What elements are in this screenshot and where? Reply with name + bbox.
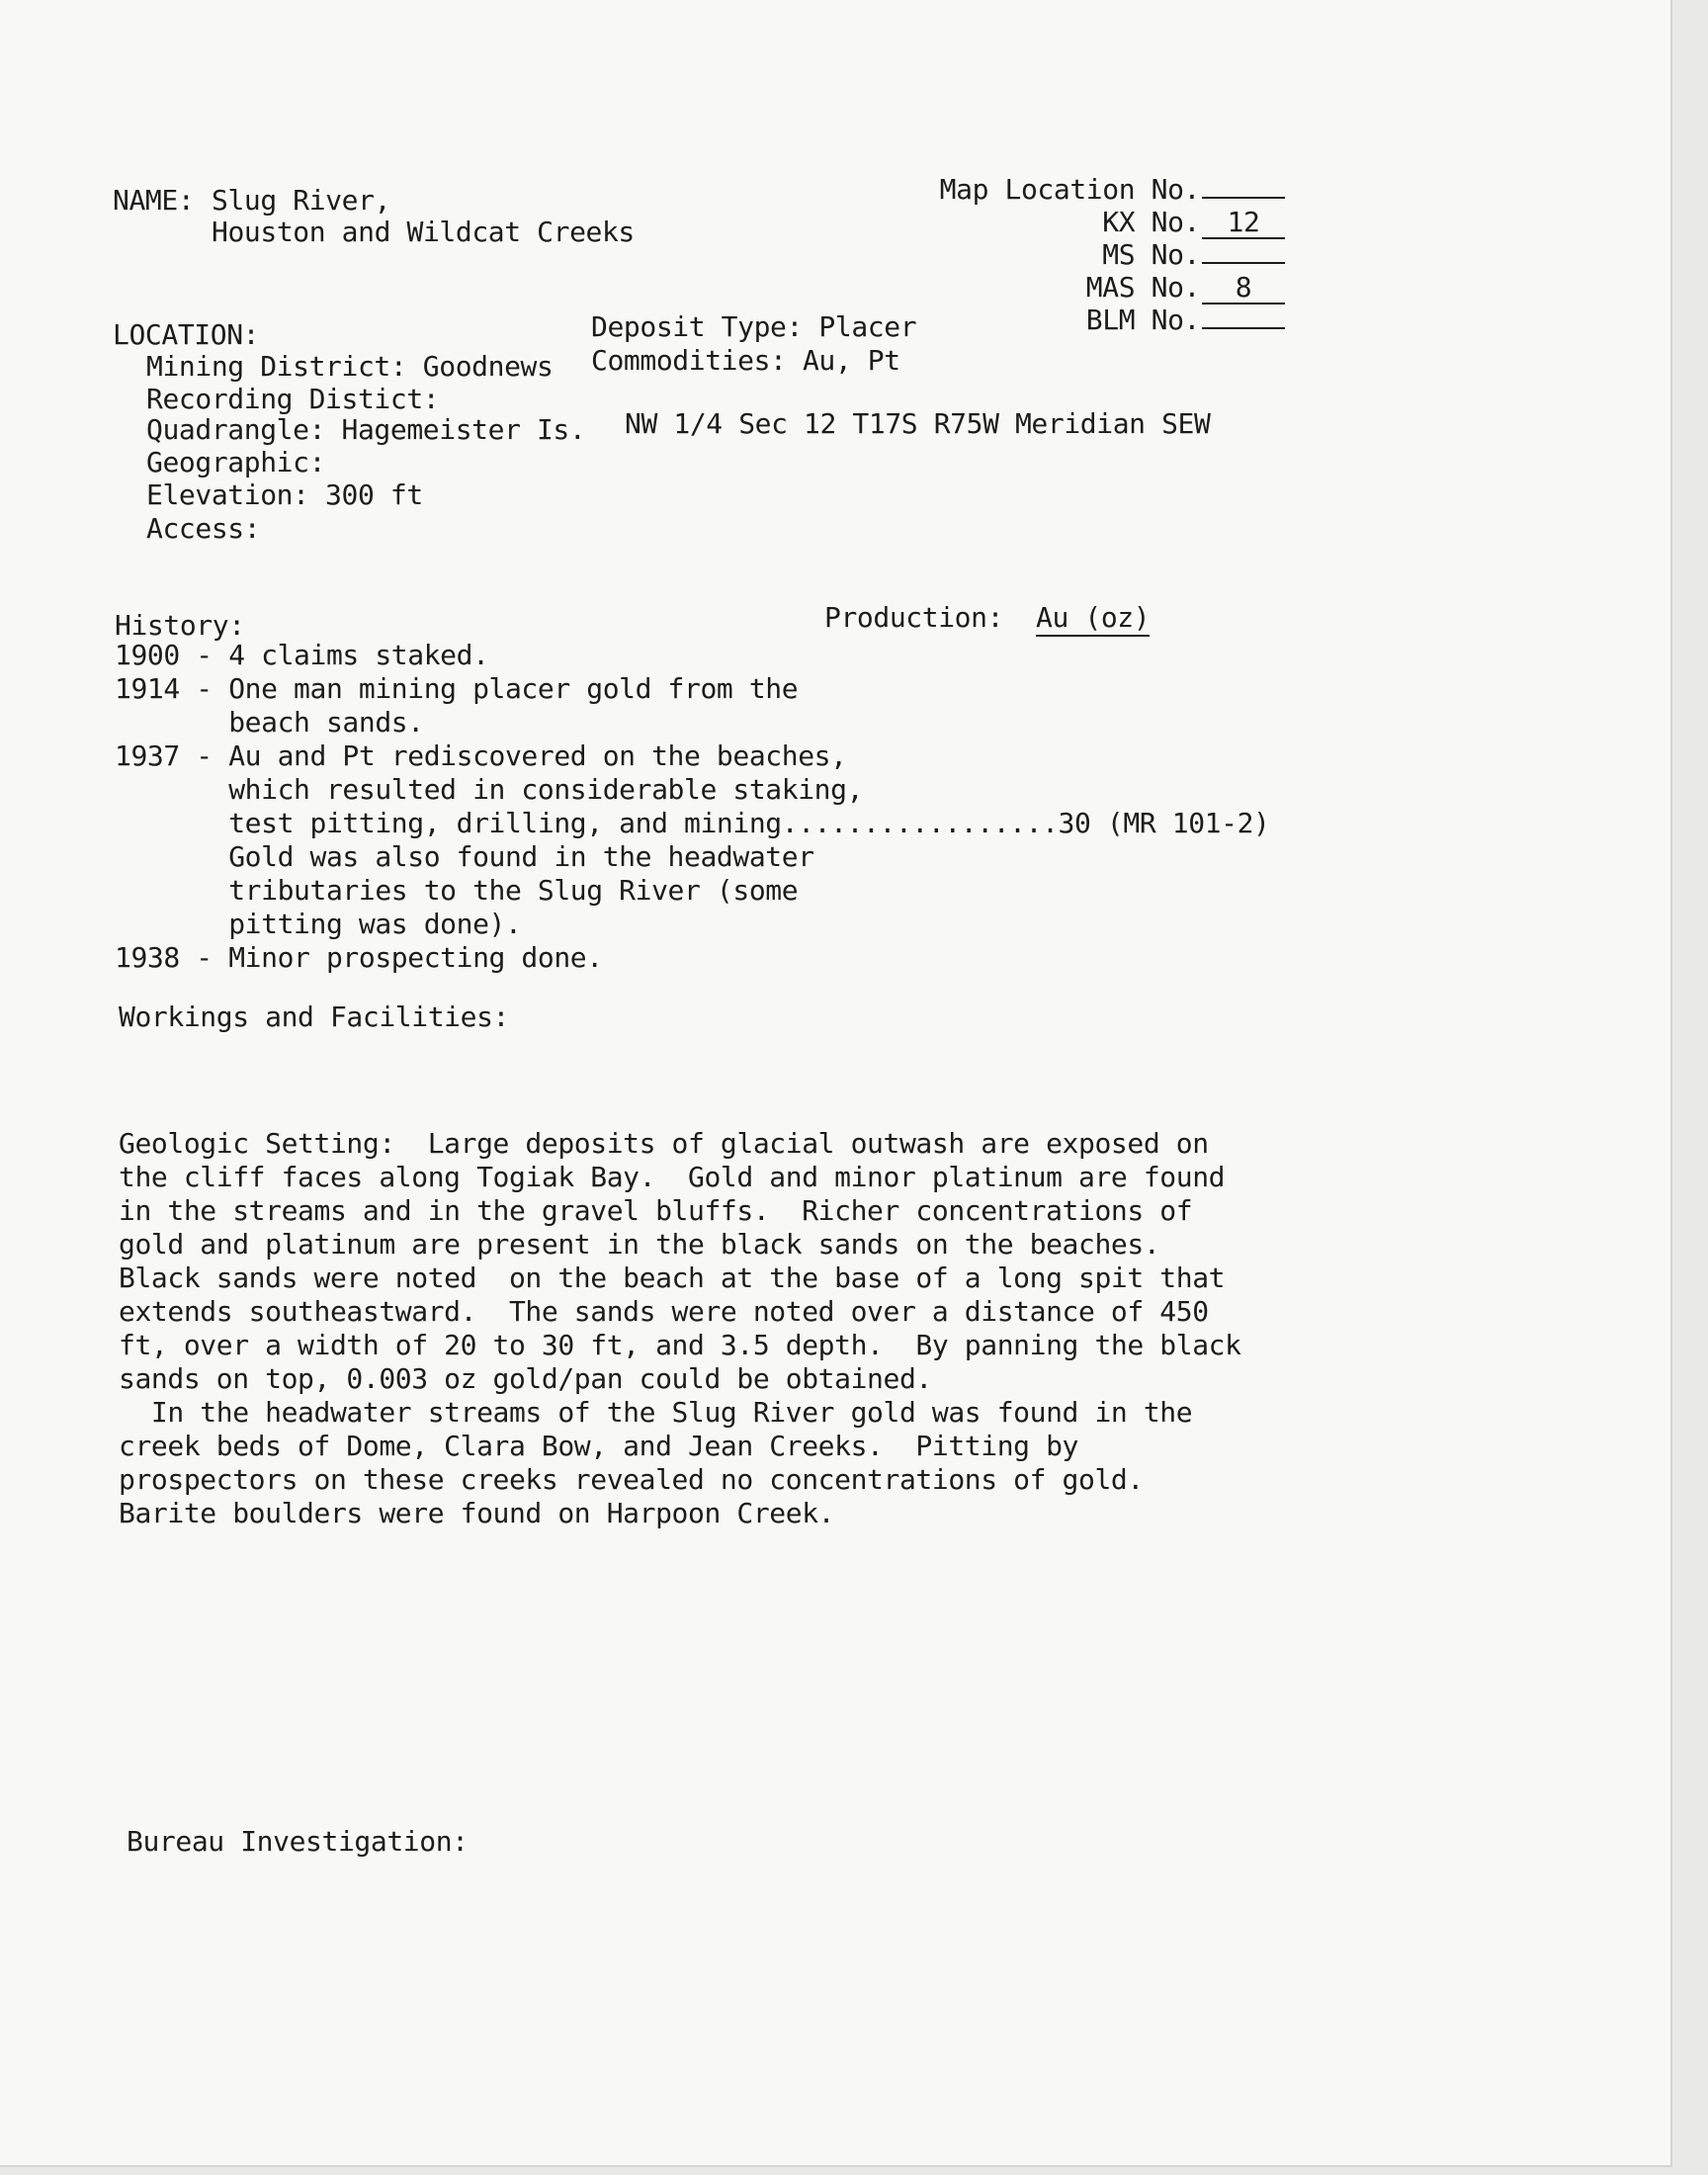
- kx-row: [890, 206, 1285, 239]
- geologic-setting: [119, 1127, 1241, 1530]
- access: Access:: [146, 512, 261, 545]
- geology-line: sands on top, 0.003 oz gold/pan could be obtained.: [119, 1362, 932, 1395]
- geology-line: Geologic Setting: Large deposits of glacial outwash are exposed on: [119, 1127, 1209, 1160]
- geology-line: in the streams and in the gravel bluffs. Richer concentrations of: [119, 1194, 1193, 1227]
- commodities: Commodities: Au, Pt: [591, 344, 900, 377]
- geographic: Geographic:: [146, 446, 326, 478]
- elevation: Elevation: 300 ft: [146, 478, 423, 511]
- name-label: NAME:: [113, 184, 195, 217]
- blm-value: [1202, 327, 1285, 329]
- bureau-heading: Bureau Investigation:: [127, 1825, 469, 1858]
- geology-line: the cliff faces along Togiak Bay. Gold and minor platinum are found: [119, 1161, 1226, 1193]
- history-line: beach sands.: [115, 706, 424, 739]
- production-unit: [1036, 601, 1150, 635]
- geology-line: Barite boulders were found on Harpoon Creek.: [119, 1497, 835, 1529]
- geology-line: In the headwater streams of the Slug River gold was found in the: [119, 1396, 1193, 1429]
- name-line-1: Slug River,: [212, 184, 391, 217]
- geology-line: extends southeastward. The sands were noted over a distance of 450: [119, 1295, 1209, 1328]
- kx-label: KX No.: [1102, 206, 1200, 238]
- production-unit-text: Au (oz): [1036, 601, 1150, 637]
- workings-heading: Workings and Facilities:: [119, 1000, 509, 1033]
- blm-row: [890, 304, 1285, 337]
- geology-line: gold and platinum are present in the black sands on the beaches.: [119, 1228, 1160, 1261]
- map-location-row: [890, 173, 1285, 207]
- quadrangle: Quadrangle: Hagemeister Is.: [146, 413, 586, 446]
- kx-value: 12: [1202, 208, 1285, 239]
- geology-line: Black sands were noted on the beach at the base of a long spit that: [119, 1262, 1226, 1294]
- history-line: 1938 - Minor prospecting done.: [115, 941, 603, 974]
- history-line: tributaries to the Slug River (some: [115, 874, 799, 907]
- history-line: 1914 - One man mining placer gold from the: [115, 672, 799, 705]
- ms-value: [1202, 262, 1285, 264]
- ms-label: MS No.: [1102, 238, 1200, 271]
- ms-row: [890, 238, 1285, 272]
- section-location: NW 1/4 Sec 12 T17S R75W Meridian SEW: [625, 407, 1211, 440]
- map-location-label: Map Location No.: [939, 173, 1200, 206]
- history-list: [115, 639, 1269, 975]
- history-line: pitting was done).: [115, 908, 522, 940]
- mas-value: 8: [1202, 273, 1285, 304]
- history-line: 1900 - 4 claims staked.: [115, 639, 489, 671]
- blm-label: BLM No.: [1085, 304, 1200, 336]
- history-line: Gold was also found in the headwater: [115, 840, 814, 873]
- geology-line: creek beds of Dome, Clara Bow, and Jean Creeks. Pitting by: [119, 1430, 1078, 1462]
- geology-line: prospectors on these creeks revealed no concentrations of gold.: [119, 1463, 1144, 1496]
- name-line-2: Houston and Wildcat Creeks: [212, 216, 635, 248]
- mining-district: Mining District: Goodnews: [146, 350, 554, 383]
- geology-line: ft, over a width of 20 to 30 ft, and 3.5 depth. By panning the black: [119, 1329, 1241, 1361]
- map-location-value: [1202, 197, 1285, 199]
- mas-label: MAS No.: [1085, 271, 1200, 304]
- production-label: Production:: [824, 601, 1004, 634]
- history-line: 1937 - Au and Pt rediscovered on the beaches,: [115, 740, 847, 772]
- history-line: test pitting, drilling, and mining.................30 (MR 101-2): [115, 807, 1270, 839]
- history-line: which resulted in considerable staking,: [115, 773, 864, 806]
- recording-district: Recording Distict:: [146, 383, 440, 415]
- history-heading: History:: [115, 609, 245, 642]
- deposit-type: Deposit Type: Placer: [591, 310, 917, 343]
- location-heading: LOCATION:: [113, 318, 260, 351]
- mas-row: [890, 271, 1285, 304]
